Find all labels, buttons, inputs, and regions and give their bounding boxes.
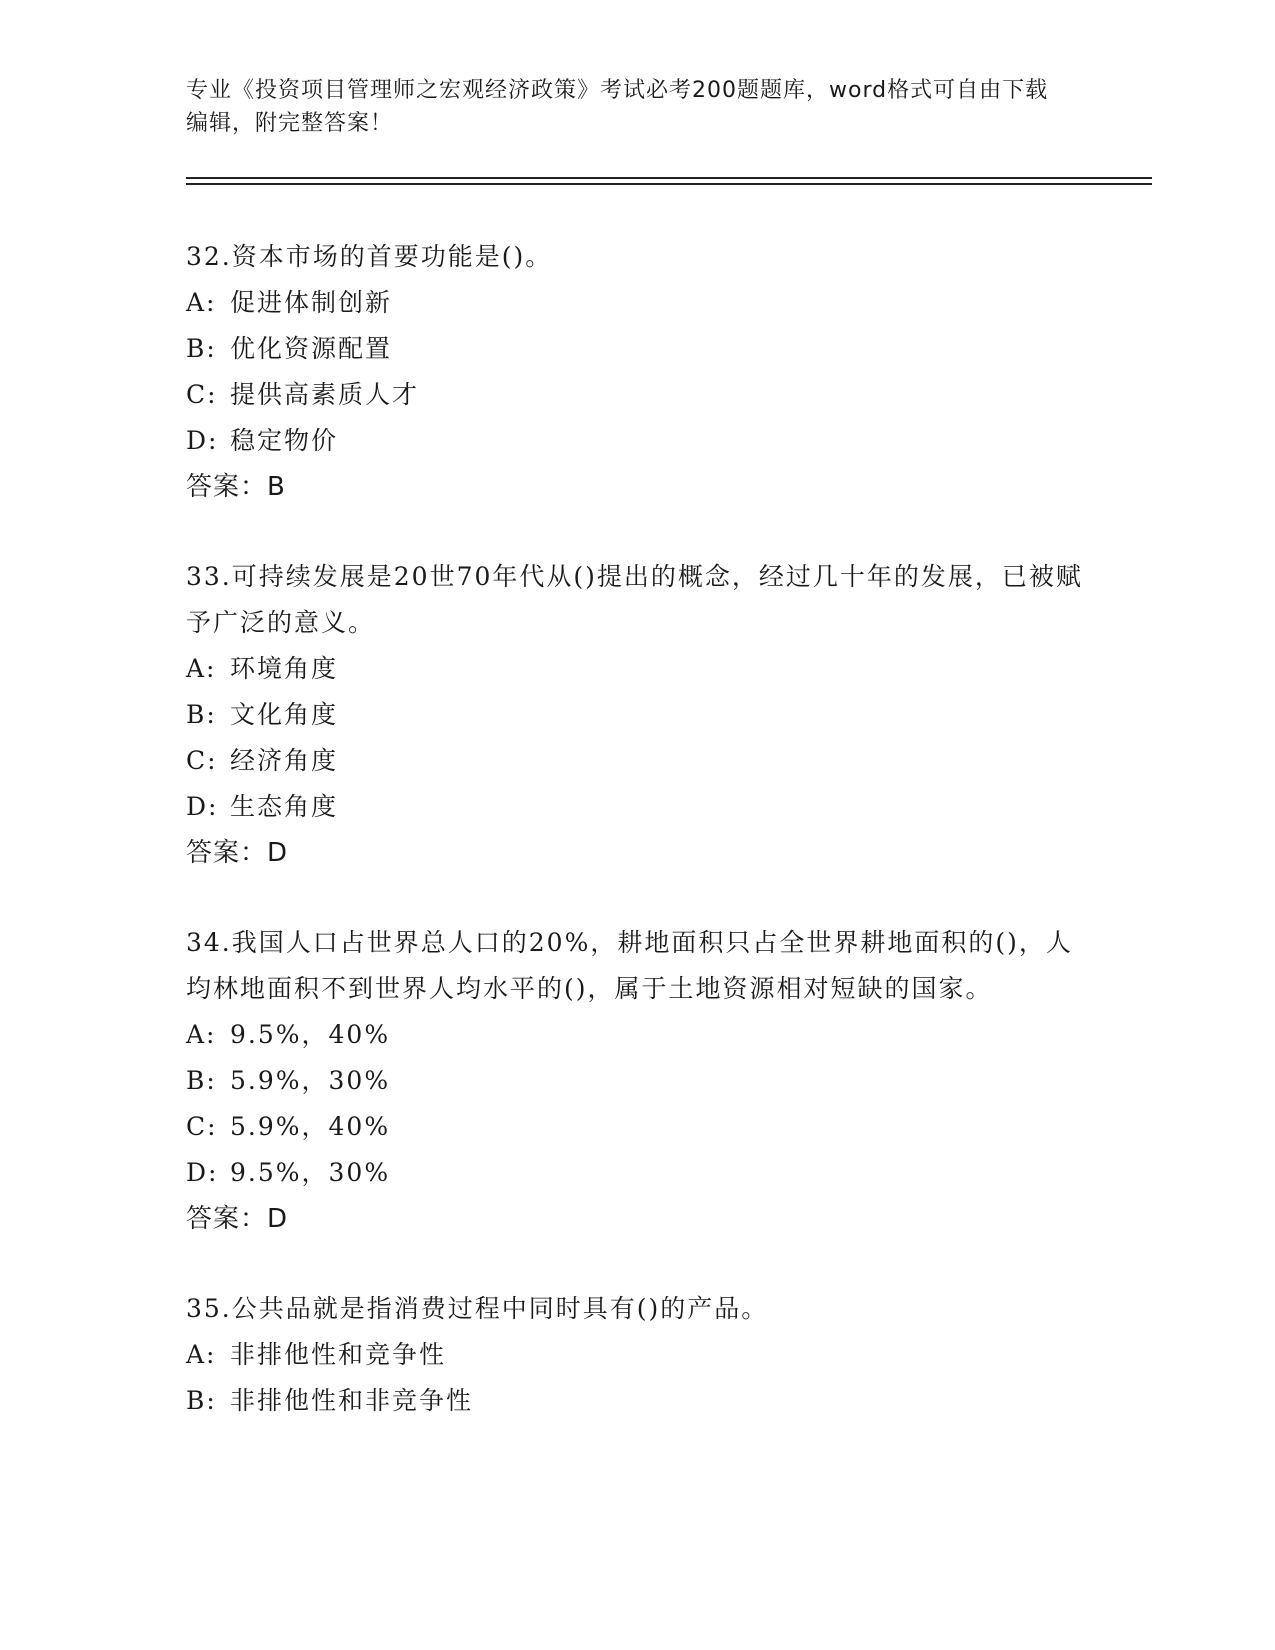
option-text: 9.5%，30%	[230, 1158, 391, 1187]
option-letter: A:	[186, 288, 217, 317]
question-34	[186, 920, 1086, 1242]
option-text: 非排他性和非竞争性	[230, 1386, 474, 1415]
option-b	[186, 1378, 1086, 1424]
option-a	[186, 1012, 1086, 1058]
option-letter: C:	[186, 746, 218, 775]
option-b	[186, 1058, 1086, 1104]
question-stem: 35.公共品就是指消费过程中同时具有()的产品。	[186, 1294, 769, 1323]
answer-line: 答案：D	[186, 1204, 289, 1234]
option-letter: C:	[186, 380, 218, 409]
document-header: 专业《投资项目管理师之宏观经济政策》考试必考200题题库，word格式可自由下载编辑，附完整答案！	[186, 78, 1049, 136]
option-a	[186, 646, 1086, 692]
option-c	[186, 372, 1086, 418]
option-d	[186, 1150, 1086, 1196]
option-letter: B:	[186, 1386, 217, 1415]
question-32	[186, 234, 1086, 510]
option-text: 5.9%，30%	[230, 1066, 391, 1095]
header-divider-bottom	[186, 183, 1152, 185]
option-letter: A:	[186, 1020, 217, 1049]
option-letter: D:	[186, 1158, 219, 1187]
option-text: 经济角度	[230, 746, 339, 775]
option-a	[186, 280, 1086, 326]
option-c	[186, 1104, 1086, 1150]
option-letter: A:	[186, 1340, 217, 1369]
question-list	[186, 234, 1086, 1468]
option-letter: B:	[186, 700, 217, 729]
option-text: 生态角度	[230, 792, 339, 821]
option-text: 优化资源配置	[230, 334, 393, 363]
option-text: 非排他性和竞争性	[230, 1340, 447, 1369]
option-text: 文化角度	[230, 700, 339, 729]
option-letter: A:	[186, 654, 217, 683]
option-text: 5.9%，40%	[230, 1112, 391, 1141]
answer-line: 答案：B	[186, 472, 286, 502]
option-d	[186, 784, 1086, 830]
question-35	[186, 1286, 1086, 1424]
option-text: 提供高素质人才	[230, 380, 420, 409]
option-a	[186, 1332, 1086, 1378]
question-stem: 34.我国人口占世界总人口的20%，耕地面积只占全世界耕地面积的()，人均林地面积不到世界人均水平的()，属于土地资源相对短缺的国家。	[186, 928, 1073, 1003]
option-letter: B:	[186, 1066, 217, 1095]
question-33	[186, 554, 1086, 876]
option-c	[186, 738, 1086, 784]
option-letter: C:	[186, 1112, 218, 1141]
option-b	[186, 692, 1086, 738]
option-text: 9.5%，40%	[230, 1020, 391, 1049]
option-d	[186, 418, 1086, 464]
option-letter: D:	[186, 792, 219, 821]
answer-line: 答案：D	[186, 838, 289, 868]
option-text: 环境角度	[230, 654, 339, 683]
option-letter: D:	[186, 426, 219, 455]
option-text: 稳定物价	[230, 426, 339, 455]
question-stem: 33.可持续发展是20世70年代从()提出的概念，经过几十年的发展，已被赋予广泛的意义。	[186, 562, 1083, 637]
option-b	[186, 326, 1086, 372]
option-letter: B:	[186, 334, 217, 363]
question-stem: 32.资本市场的首要功能是()。	[186, 242, 553, 271]
option-text: 促进体制创新	[230, 288, 393, 317]
header-divider-top	[186, 177, 1152, 179]
